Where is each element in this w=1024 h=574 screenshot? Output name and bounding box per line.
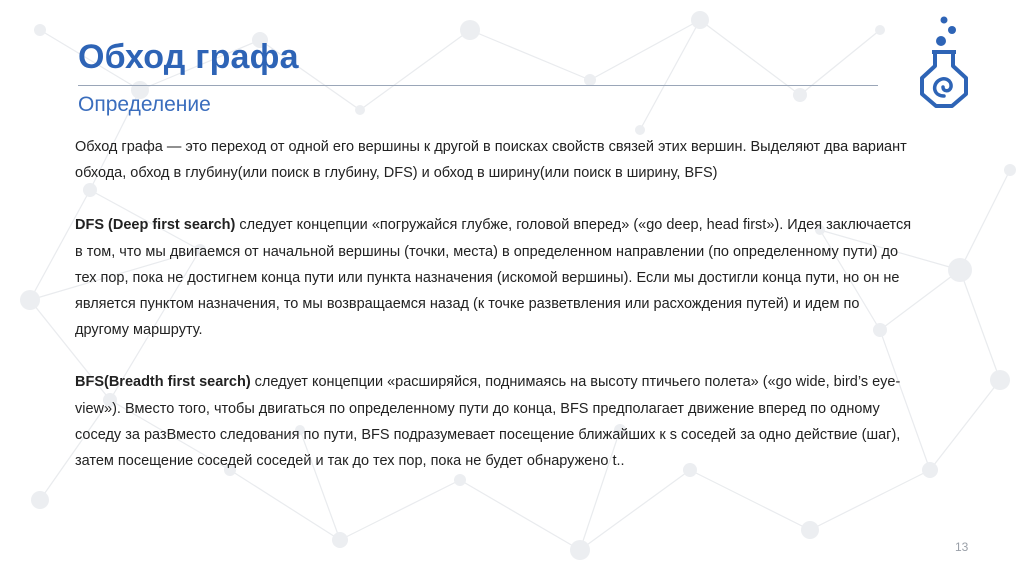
paragraph-dfs (75, 212, 915, 343)
paragraph-bfs (75, 369, 915, 474)
page-number: 13 (955, 540, 969, 554)
bfs-term: BFS(Breadth first search) (75, 374, 251, 391)
dfs-description: следует концепции «погружайся глубже, головой вперед» («go deep, head first»). Идея заключается в том, что мы двигаемся от начальной вершины (точки, места) в определенном направлении (по определенному пути) до тех пор, пока не достигнем конца пути или пункта назначения (искомой вершины). Если мы достигли конца пути, но он не является пунктом назначения, то мы возвращаемся назад (к точке разветвления или расхождения путей) и идем по другому маршруту. (75, 217, 912, 339)
flask-spiral-icon (908, 14, 980, 110)
content-body (75, 134, 915, 500)
slide-subtitle: Определение (78, 93, 211, 116)
title-divider (78, 85, 878, 86)
dfs-term: DFS (Deep first search) (75, 217, 236, 234)
paragraph-definition: Обход графа — это переход от одной его вершины к другой в поисках свойств связей этих вершин. Выделяют два вариант обхода, обход в глубину(или поиск в глубину, DFS) и обход в ширину(или поиск в ширину, BFS) (75, 139, 907, 182)
bfs-description: следует концепции «расширяйся, поднимаясь на высоту птичьего полета» («go wide, bird’s eye-view»). Вместо того, чтобы двигаться по определенному пути до конца, BFS предполагает движение вперед по одному соседу за разВместо следования по пути, BFS подразумевает посещение ближайших к s соседей за одно действие (шаг), затем посещение соседей соседей и так до тех пор, пока не будет обнаружено t.. (75, 374, 901, 470)
slide-title: Обход графа (78, 38, 299, 76)
